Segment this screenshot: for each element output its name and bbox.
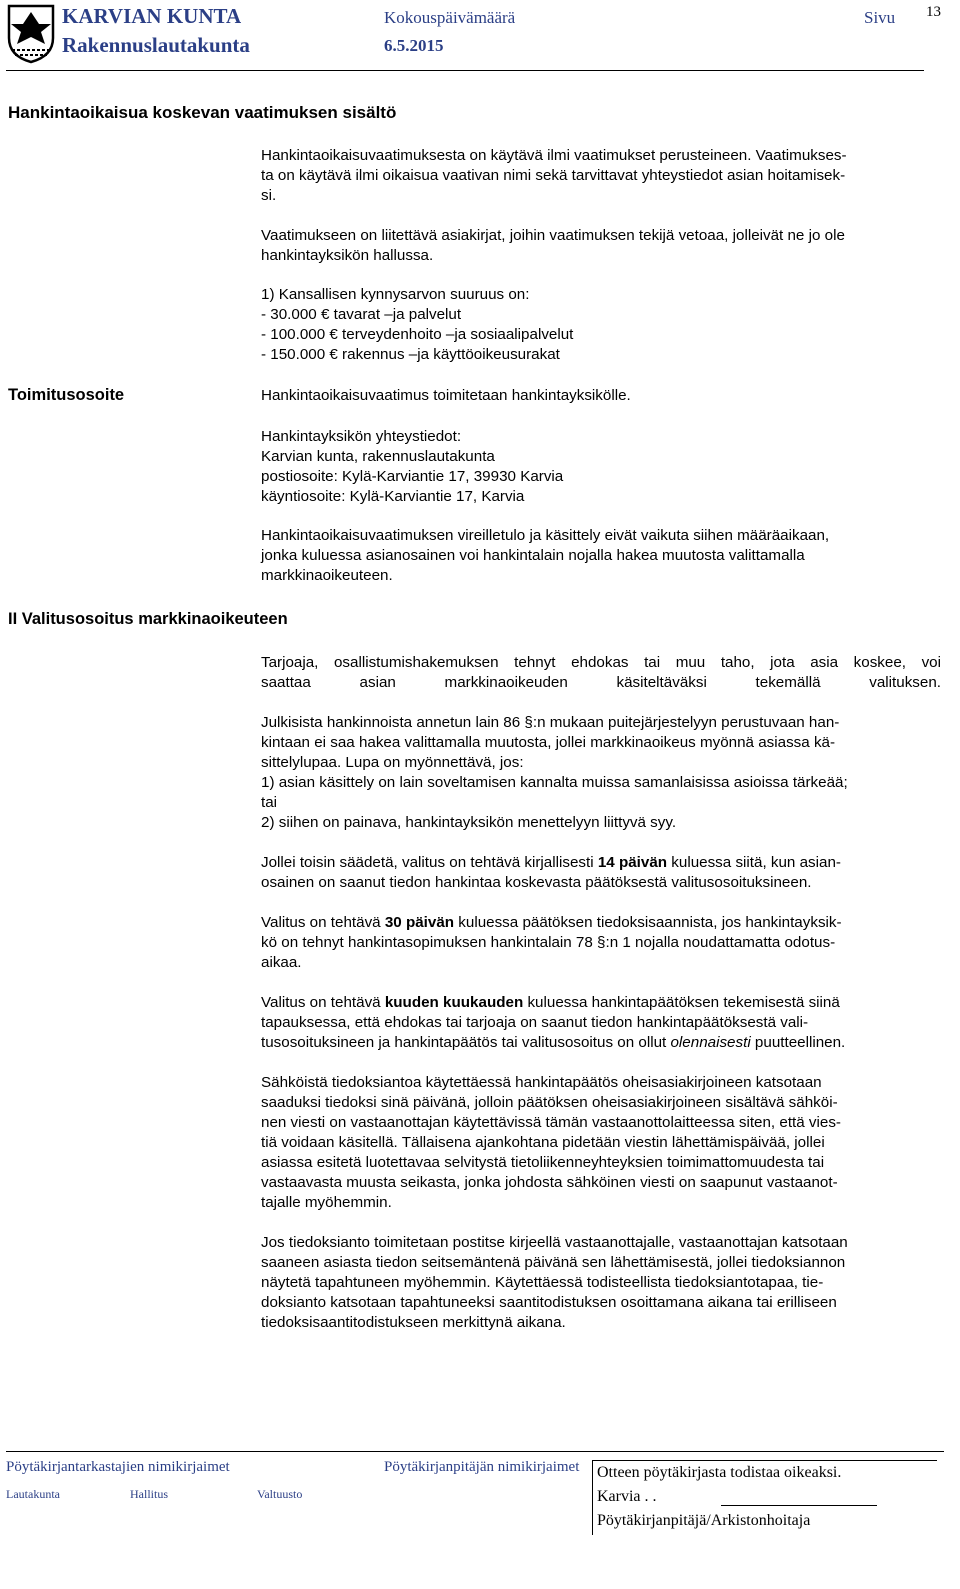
paragraph-framework-restriction	[261, 713, 941, 833]
page-header	[0, 0, 960, 72]
text-line: aikaa.	[261, 954, 302, 971]
list-item: - 30.000 € tavarat –ja palvelut	[261, 306, 462, 323]
text-line: tiedoksisaantitodistukseen merkittynä aikana.	[261, 1314, 566, 1331]
text-line: käyntiosoite: Kylä-Karviantie 17, Karvia	[261, 488, 525, 505]
paragraph-six-month-deadline	[261, 993, 941, 1053]
text-line: osainen on saanut tiedon hankintaa koskevasta päätöksestä valitusosoituksineen.	[261, 874, 812, 891]
text-run: Jollei toisin säädetä, valitus on tehtävä kirjallisesti	[261, 854, 598, 871]
side-label-delivery-address: Toimitusosoite	[8, 386, 125, 404]
signature-line	[721, 1505, 877, 1506]
text-line	[261, 853, 941, 873]
text-line	[261, 913, 941, 933]
paragraph-postal-notification	[261, 1233, 941, 1333]
certification-text: Otteen pöytäkirjasta todistaa oikeaksi.	[597, 1464, 842, 1481]
section-title: Hankintaoikaisua koskevan vaatimuksen sisältö	[8, 103, 397, 122]
paragraph-threshold-values	[261, 285, 941, 365]
text-line: hankintayksikön hallussa.	[261, 247, 434, 264]
list-item: - 150.000 € rakennus –ja käyttöoikeusurakat	[261, 346, 560, 363]
paragraph-claim-content	[261, 146, 941, 206]
text-line: 1) asian käsittely on lain soveltamisen kannalta muissa samanlaisissa asioissa tärkeää;	[261, 774, 848, 791]
text-line: Jos tiedoksianto toimitetaan postitse kirjeellä vastaanottajalle, vastaanottajan katsotaan	[261, 1234, 848, 1251]
deadline-emphasis: kuuden kuukauden	[384, 994, 524, 1011]
text-line: tai	[261, 794, 278, 811]
text-line: tapauksessa, että ehdokas tai tarjoaja on saanut tiedon hankintapäätöksestä vali-	[261, 1014, 809, 1031]
paragraph-electronic-notification	[261, 1073, 941, 1213]
deadline-emphasis: 30 päivän	[384, 914, 455, 931]
text-line: saattaa asian markkinaoikeuden käsiteltäväksi tekemällä valituksen.	[261, 674, 941, 691]
text-line: kintaan ei saa hakea valittamalla muutosta, jollei markkinaoikeus myönnä asiassa kä-	[261, 734, 836, 751]
text-line: Hankintayksikön yhteystiedot:	[261, 428, 462, 445]
paragraph-attachments	[261, 226, 941, 266]
header-divider	[6, 70, 924, 71]
italic-emphasis: olennaisesti	[670, 1034, 751, 1051]
text-line: vastaavasta muusta seikasta, jonka johdosta sähköinen viesti on saapunut vastaanot-	[261, 1174, 838, 1191]
side-label-appeal-instructions: II Valitusosoitus markkinaoikeuteen	[8, 610, 288, 628]
meeting-date-value: 6.5.2015	[384, 36, 444, 55]
text-line: kö on tehnyt hankintasopimuksen hankintalain 78 §:n 1 nojalla noudattamatta odotus-	[261, 934, 836, 951]
certification-place-date: Karvia . .	[597, 1488, 657, 1505]
text-line: näytetä tapahtuneen myöhemmin. Käytettäessä todisteellista tiedoksiantotapaa, tie-	[261, 1274, 824, 1291]
text-line: si.	[261, 187, 277, 204]
text-line	[261, 1033, 941, 1053]
text-line: Karvian kunta, rakennuslautakunta	[261, 448, 495, 465]
page-number: 13	[926, 4, 941, 20]
text-line: Sähköistä tiedoksiantoa käytettäessä hankintapäätös oheisasiakirjoineen katsotaan	[261, 1074, 822, 1091]
text-line	[261, 993, 941, 1013]
text-run: puutteellinen.	[750, 1034, 846, 1051]
footer-government-label: Hallitus	[130, 1487, 168, 1501]
deadline-emphasis: 14 päivän	[597, 854, 668, 871]
organization-name: KARVIAN KUNTA	[62, 4, 242, 28]
board-name: Rakennuslautakunta	[62, 33, 250, 57]
text-line: ta on käytävä ilmi oikaisua vaativan nimi sekä tarvittavat yhteystiedot asian hoitamisek-	[261, 167, 846, 184]
footer-council-label: Valtuusto	[257, 1487, 303, 1501]
footer-minutes-keeper-initials-label: Pöytäkirjanpitäjän nimikirjaimet	[384, 1459, 580, 1475]
paragraph-pending-effect	[261, 526, 941, 586]
certification-signer-title: Pöytäkirjanpitäjä/Arkistonhoitaja	[597, 1512, 811, 1529]
text-line: Julkisista hankinnoista annetun lain 86 §:n mukaan puitejärjestelyyn perustuvaan han-	[261, 714, 840, 731]
text-line: saaneen asiasta tiedon seitsemäntenä päivänä sen lähettämisestä, jollei tiedoksiannon	[261, 1254, 846, 1271]
text-line: 1) Kansallisen kynnysarvon suuruus on:	[261, 286, 530, 303]
paragraph-contact-info	[261, 427, 941, 507]
text-line: asiassa esitetä luotettavaa selvitystä tietoliikenneyhteyksien toimimattomuudesta tai	[261, 1154, 825, 1171]
text-line: tajalle myöhemmin.	[261, 1194, 392, 1211]
paragraph-delivery	[261, 386, 941, 406]
footer-divider	[6, 1451, 944, 1452]
footer-verifiers-initials-label: Pöytäkirjantarkastajien nimikirjaimet	[6, 1459, 230, 1475]
text-line: Tarjoaja, osallistumishakemuksen tehnyt ehdokas tai muu taho, jota asia koskee, voi	[261, 654, 941, 671]
text-line: Hankintaoikaisuvaatimus toimitetaan hankintayksikölle.	[261, 387, 631, 404]
text-run: kuluessa hankintapäätöksen tekemisestä siinä	[523, 994, 840, 1011]
list-item: - 100.000 € terveydenhoito –ja sosiaalipalvelut	[261, 326, 574, 343]
text-line: Vaatimukseen on liitettävä asiakirjat, joihin vaatimuksen tekijä vetoaa, jolleivät ne jo ole	[261, 227, 845, 244]
text-line: sittelylupaa. Lupa on myönnettävä, jos:	[261, 754, 524, 771]
text-line: postiosoite: Kylä-Karviantie 17, 39930 Karvia	[261, 468, 564, 485]
text-line: doksianto katsotaan tapahtuneeksi saantitodistuksen osoittamana aikana tai erilliseen	[261, 1294, 837, 1311]
text-line: 2) siihen on painava, hankintayksikön menettelyyn liittyvä syy.	[261, 814, 677, 831]
text-run: Valitus on tehtävä	[261, 914, 385, 931]
text-run: Valitus on tehtävä	[261, 994, 385, 1011]
text-line: nen viesti on vastaanottajan käytettävissä tämän vastaanottolaitteessa siten, että vies-	[261, 1114, 841, 1131]
text-run: tusosoituksineen ja hankintapäätös tai valitusosoitus on ollut	[261, 1034, 671, 1051]
paragraph-14-day-deadline	[261, 853, 941, 893]
text-line: markkinaoikeuteen.	[261, 567, 393, 584]
text-line: tiä voidaan käsitellä. Tällaisena ajankohtana pidetään viestin lähettämispäivää, jollei	[261, 1134, 825, 1151]
text-line: Hankintaoikaisuvaatimuksesta on käytävä ilmi vaatimukset perusteineen. Vaatimukses-	[261, 147, 847, 164]
text-line: Hankintaoikaisuvaatimuksen vireilletulo ja käsittely eivät vaikuta siihen määräaikaan,	[261, 527, 830, 544]
text-line: saaduksi tiedoksi sinä päivänä, jolloin päätöksen oheisasiakirjoineen sisältävä sähköi-	[261, 1094, 838, 1111]
text-run: kuluessa siitä, kun asian-	[667, 854, 841, 871]
footer-board-label: Lautakunta	[6, 1487, 60, 1501]
meeting-date-label: Kokouspäivämäärä	[384, 8, 516, 27]
text-run: kuluessa päätöksen tiedoksisaannista, jos hankintayksik-	[454, 914, 842, 931]
certification-box	[592, 1460, 937, 1535]
paragraph-30-day-deadline	[261, 913, 941, 973]
paragraph-who-may-appeal	[261, 653, 941, 693]
page-label: Sivu	[864, 8, 896, 27]
municipal-coat-of-arms-icon	[6, 4, 56, 64]
text-line: jonka kuluessa asianosainen voi hankintalain nojalla hakea muutosta valittamalla	[261, 547, 805, 564]
